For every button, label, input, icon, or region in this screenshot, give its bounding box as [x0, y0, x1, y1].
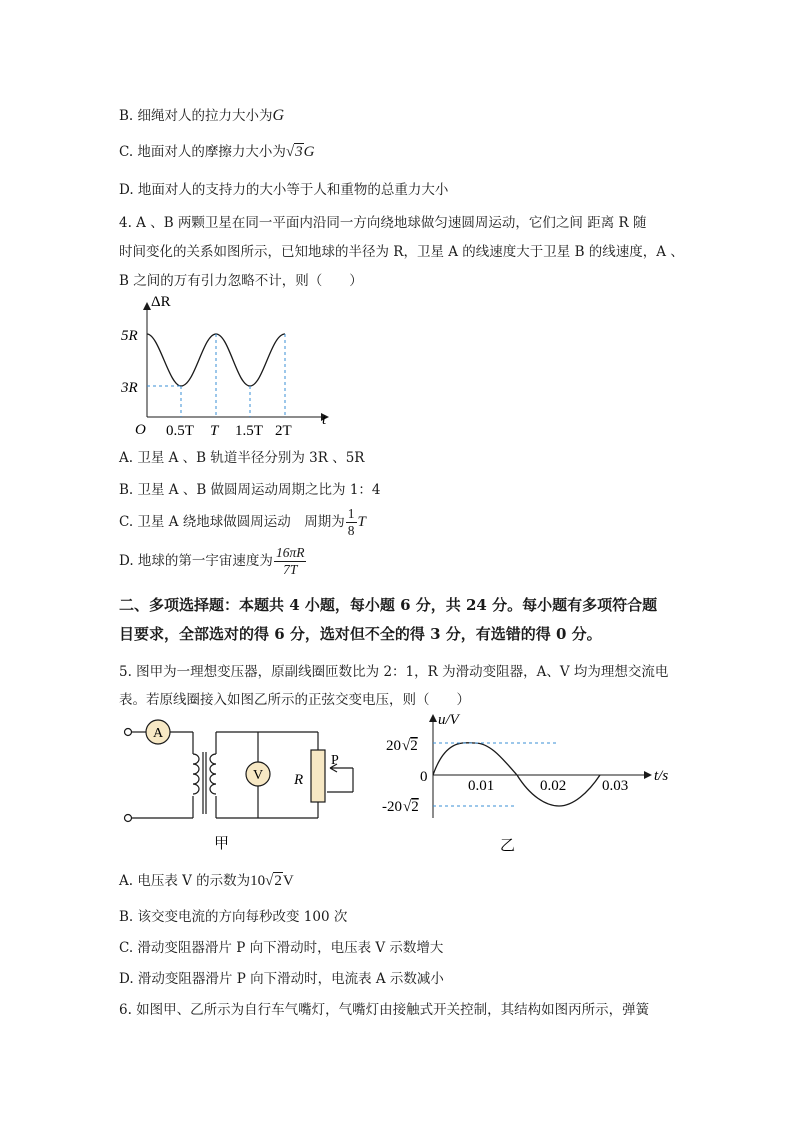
q5-option-d: D. 滑动变阻器滑片 P 向下滑动时，电流表 A 示数减小 [119, 971, 444, 987]
q4-option-d-fraction: $\frac{16\pi R}{7T}$ [275, 545, 305, 577]
q4-xlabel: t [322, 412, 327, 428]
q4-option-c-text: C. 卫星 A 绕地球做圆周运动 周期为 [119, 514, 345, 530]
q5-option-a-math: 10√2V [250, 873, 294, 889]
section2-heading-line2: 目要求，全部选对的得 6 分，选对但不全的得 3 分，有选错的得 0 分。 [119, 625, 602, 643]
q3-option-d: D. 地面对人的支持力的大小等于人和重物的总重力大小 [119, 182, 449, 198]
q4-stem-line3: B 之间的万有引力忽略不计，则（ ） [119, 273, 363, 289]
wave-caption: 乙 [500, 838, 516, 854]
q5-origin: 0 [420, 769, 428, 785]
circuit-caption: 甲 [214, 836, 230, 852]
q4-stem-line2: 时间变化的关系如图所示，已知地球的半径为 R，卫星 A 的线速度大于卫星 B 的线速度，A 、 [119, 244, 684, 260]
q4-option-c-fraction: $\frac{1}{8}$ [347, 506, 355, 538]
q5-xtick-3: 0.03 [602, 778, 629, 794]
q4-option-b: B. 卫星 A 、B 做圆周运动周期之比为 1：4 [119, 482, 381, 498]
q4-ytick-3r: 3R [121, 380, 138, 396]
q4-option-d-text: D. 地球的第一宇宙速度为 [119, 553, 273, 569]
q5-sine-curve [433, 743, 600, 806]
ammeter-label: A [153, 726, 164, 741]
q4-ylabel: ΔR [151, 294, 171, 310]
q5-ylabel: u/V [438, 712, 459, 728]
q6-stem-line1: 6. 如图甲、乙所示为自行车气嘴灯，气嘴灯由接触式开关控制，其结构如图丙所示，弹簧 [119, 1002, 650, 1018]
q5-xtick-2: 0.02 [540, 778, 567, 794]
q4-ytick-5r: 5R [121, 328, 138, 344]
q5-ytick-bottom-rad: 2 [411, 799, 419, 815]
q5-voltage-graph [378, 708, 678, 860]
q4-stem-line1: 4. A 、B 两颗卫星在同一平面内沿同一方向绕地球做匀速圆周运动，它们之间 距离 R 随 [119, 215, 647, 231]
q5-option-b: B. 该交变电流的方向每秒改变 100 次 [119, 909, 348, 925]
q4-xtick-4: 2T [275, 423, 292, 439]
q5-option-a [119, 869, 294, 890]
q4-xtick-3: 1.5T [235, 423, 263, 439]
q4-option-d [119, 545, 307, 578]
voltmeter-label: V [253, 768, 264, 783]
section2-heading-line1: 二、多项选择题：本题共 4 小题，每小题 6 分，共 24 分。每小题有多项符合题 [119, 596, 658, 614]
q3-option-c [119, 140, 315, 161]
q5-option-c: C. 滑动变阻器滑片 P 向下滑动时，电压表 V 示数增大 [119, 940, 444, 956]
q5-stem-line1: 5. 图甲为一理想变压器，原副线圈匝数比为 2：1，R 为滑动变阻器，A、V 均为理想交流电 [119, 664, 669, 680]
q5-circuit-diagram [118, 712, 368, 852]
q4-xtick-2: T [210, 423, 219, 439]
rheostat-icon [311, 750, 325, 802]
q3-option-b-math: G [272, 107, 285, 124]
q4-option-a: A. 卫星 A 、B 轨道半径分别为 3R 、5R [119, 450, 365, 466]
q5-option-a-text: A. 电压表 V 的示数为 [119, 873, 251, 889]
q5-stem-line2: 表。若原线圈接入如图乙所示的正弦交变电压，则（ ） [119, 692, 470, 708]
q3-option-c-text: C. 地面对人的摩擦力大小为 [119, 144, 286, 160]
q5-xtick-1: 0.01 [468, 778, 495, 794]
slider-label: P [331, 753, 339, 768]
q4-xtick-1: 0.5T [166, 423, 194, 439]
q4-option-c: C. 卫星 A 绕地球做圆周运动 周期为 $\frac{1}{8}$ T [119, 506, 366, 538]
q3-option-b-text: B. 细绳对人的拉力大小为 [119, 108, 273, 124]
q5-ytick-top: 20√2 [386, 738, 418, 754]
q3-option-c-math: √3G [285, 144, 315, 160]
rheostat-label: R [294, 772, 304, 788]
q5-ytick-bottom: -20√2 [382, 799, 419, 815]
q5-xlabel: t/s [654, 768, 669, 784]
q3-option-b [119, 104, 284, 125]
q4-graph [115, 292, 345, 440]
q4-origin: O [135, 422, 146, 438]
